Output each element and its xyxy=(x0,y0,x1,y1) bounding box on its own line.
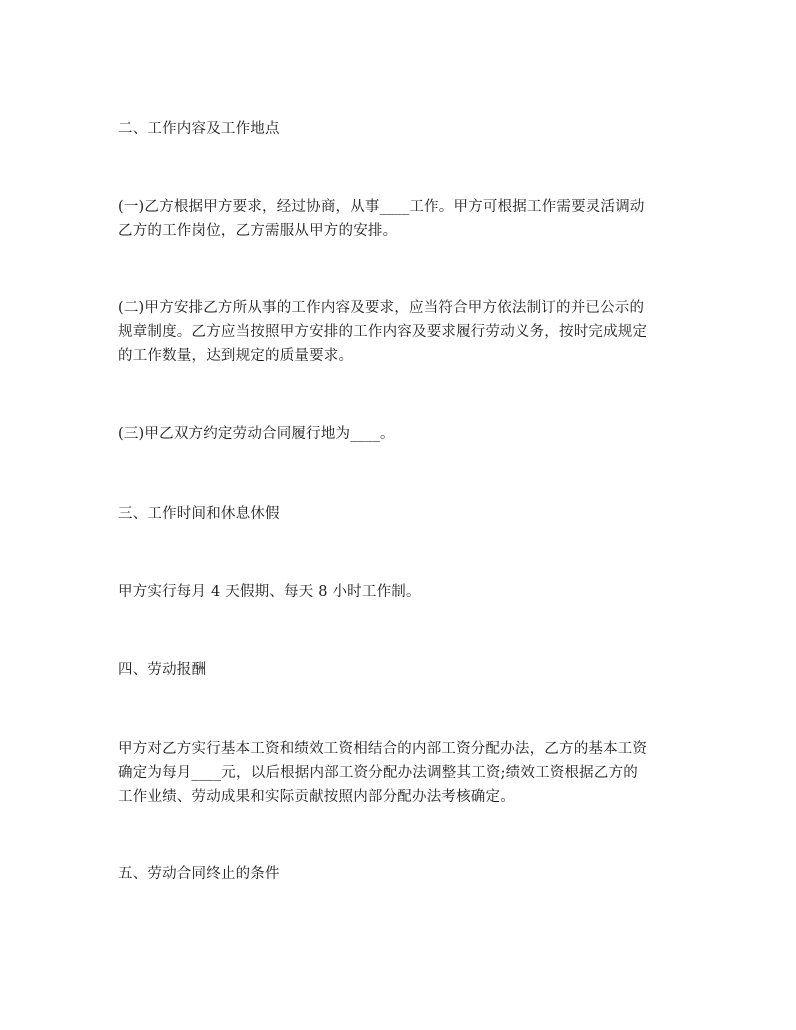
section-heading-compensation: 四、劳动报酬 xyxy=(118,662,207,678)
paragraph-line: (三)甲乙双方约定劳动合同履行地为____。 xyxy=(118,426,395,442)
section-heading-work-content: 二、工作内容及工作地点 xyxy=(118,121,280,137)
paragraph-work-assignment xyxy=(118,195,698,243)
section-heading-work-hours: 三、工作时间和休息休假 xyxy=(118,506,280,522)
paragraph-work-location xyxy=(118,422,698,446)
paragraph-line: 甲方实行每月 4 天假期、每天 8 小时工作制。 xyxy=(118,584,421,600)
paragraph-line: 的工作数量，达到规定的质量要求。 xyxy=(118,348,354,364)
paragraph-work-schedule xyxy=(118,580,698,604)
paragraph-work-requirements xyxy=(118,296,698,368)
paragraph-line: (一)乙方根据甲方要求，经过协商，从事____工作。甲方可根据工作需要灵活调动 xyxy=(118,199,645,215)
paragraph-line: 工作业绩、劳动成果和实际贡献按照内部分配办法考核确定。 xyxy=(118,789,515,805)
paragraph-line: 乙方的工作岗位，乙方需服从甲方的安排。 xyxy=(118,223,398,239)
paragraph-line: 甲方对乙方实行基本工资和绩效工资相结合的内部工资分配办法，乙方的基本工资 xyxy=(118,741,648,757)
paragraph-salary xyxy=(118,737,698,809)
paragraph-line: (二)甲方安排乙方所从事的工作内容及要求，应当符合甲方依法制订的并已公示的 xyxy=(118,300,645,316)
section-heading-contract-termination: 五、劳动合同终止的条件 xyxy=(118,866,280,882)
paragraph-line: 确定为每月____元，以后根据内部工资分配办法调整其工资;绩效工资根据乙方的 xyxy=(118,765,638,781)
paragraph-line: 规章制度。乙方应当按照甲方安排的工作内容及要求履行劳动义务，按时完成规定 xyxy=(118,324,648,340)
